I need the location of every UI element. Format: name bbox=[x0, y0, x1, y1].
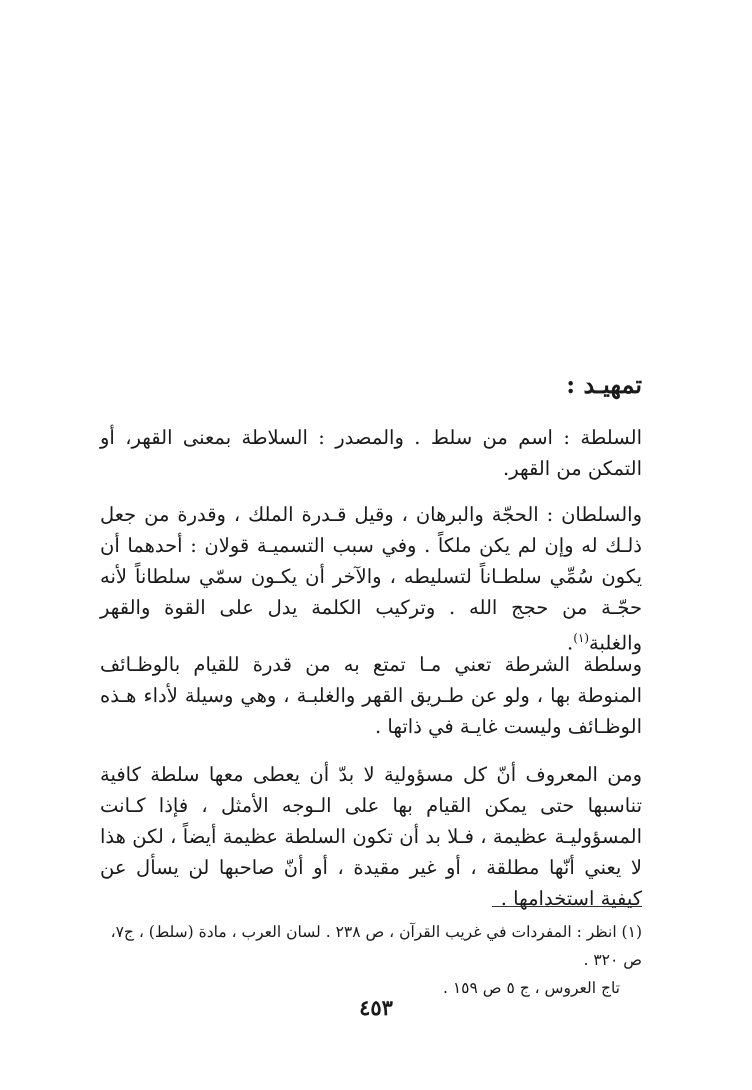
paragraph-4: ومن المعروف أنّ كل مسؤولية لا بدّ أن يعطى معها سلطة كافية تناسبها حتى يمكن القيام بها على الـوجه الأمثل ، فإذا كـانت المسؤوليـة عظيمة ، فـلا بد أن تكون السلطة عظيمة أيضاً ، لكن هذا لا يعني أنّها مطلقة ، أو غير مقيدة ، أو أنّ صاحبها لن يسأل عن كيفية استخدامها . bbox=[100, 763, 642, 910]
paragraph-2-end: . bbox=[566, 631, 574, 655]
paragraph-2 bbox=[100, 499, 642, 659]
paragraph-3: وسلطة الشرطة تعني مـا تمتع به من قدرة للقيام بالوظـائف المنوطة بها ، ولو عن طـريق القهر والغلبـة ، وهي وسيلة لأداء هـذه الوظـائف وليست غايـة في ذاتها . bbox=[100, 653, 642, 738]
footnote-line-2: تاج العروس ، ج ٥ ص ١٥٩ . bbox=[443, 979, 620, 997]
paragraph-1: السلطة : اسم من سلط . والمصدر : السلاطة بمعنى القهر، أو التمكن من القهر. bbox=[100, 426, 642, 480]
footnote-marker: (١) bbox=[573, 631, 590, 645]
paragraph-2-text: والسلطان : الحجّة والبرهان ، وقيل قـدرة الملك ، وقدرة من جعل ذلـك له وإن لم يكن ملكاً . وفي سبب التسميـة قولان : أحدهما أن يكون سُمِّي سلطـاناً لتسليطه ، والآخر أن يكـون سمّي سلطاناً لأنه حجّـة من حجج الله . وتركيب الكلمة يدل على القوة والقهر والغلبة bbox=[100, 503, 642, 655]
footnote-line-1: (١) انظر : المفردات في غريب القرآن ، ص ٢٣٨ . لسان العرب ، مادة (سلط) ، ج٧، ص ٣٢٠ . bbox=[110, 923, 642, 969]
page-number: ٤٥٣ bbox=[359, 995, 393, 1020]
footnote-divider bbox=[492, 906, 642, 907]
section-heading: تمهيـد : bbox=[566, 370, 642, 399]
footnote bbox=[100, 918, 642, 1002]
